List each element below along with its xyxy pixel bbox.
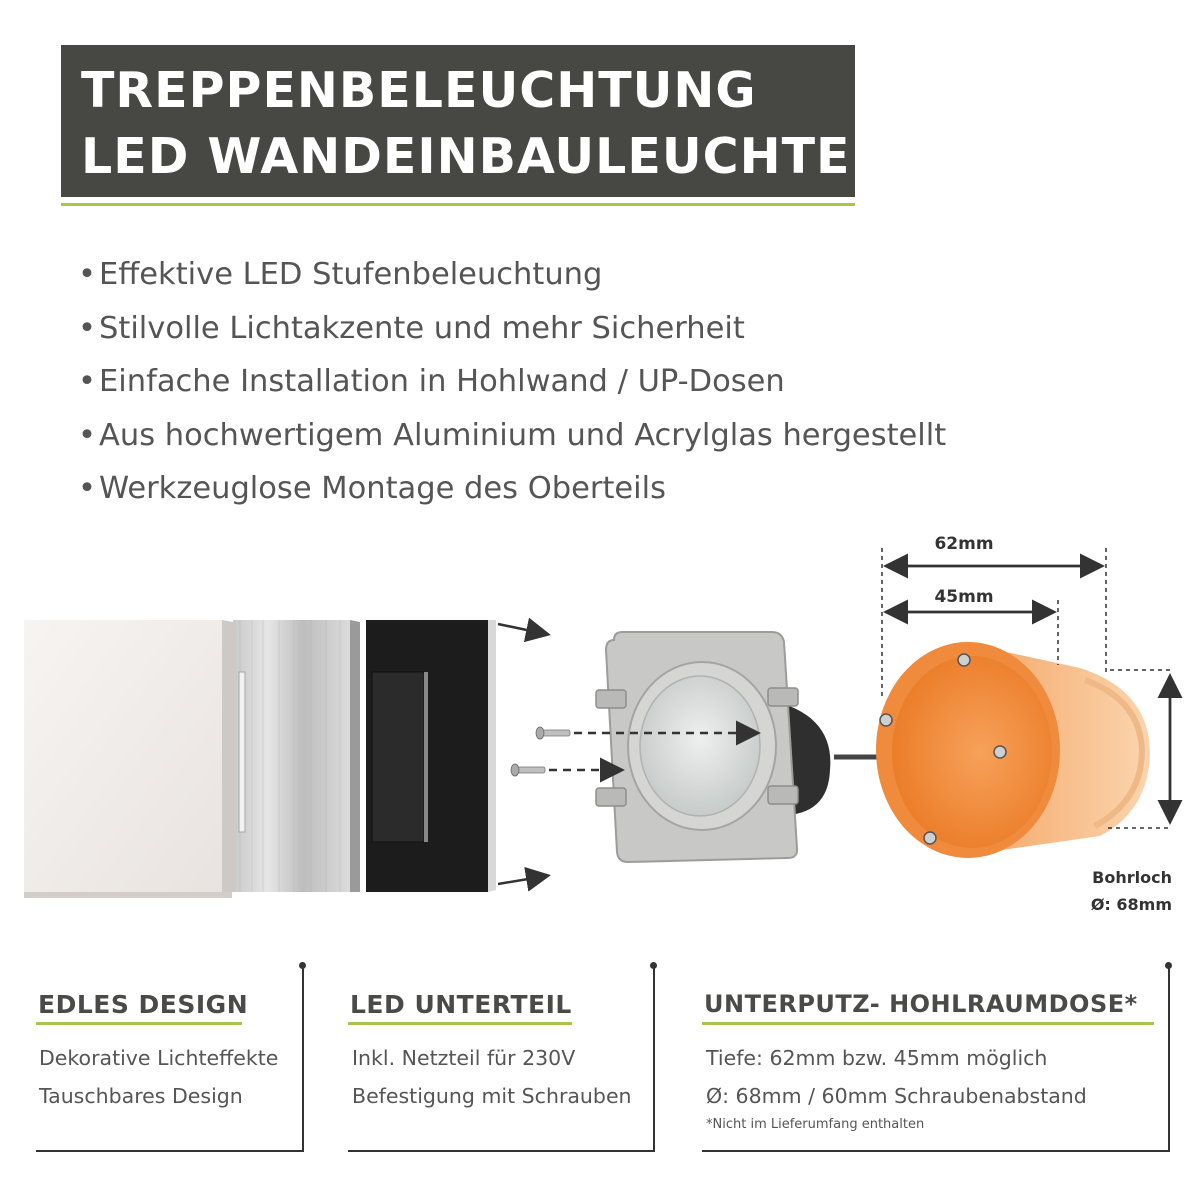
column-title-led: LED UNTERTEIL xyxy=(350,990,572,1019)
frame-horizontal xyxy=(702,1150,1170,1152)
bullet-dot: • xyxy=(78,417,96,453)
column-text-box-2: Ø: 68mm / 60mm Schraubenabstand xyxy=(706,1084,1087,1108)
title-underline xyxy=(61,203,855,206)
column-text-led-1: Inkl. Netzteil für 230V xyxy=(352,1046,576,1070)
bullet-dot: • xyxy=(78,364,96,399)
bullet-dot: • xyxy=(78,310,96,346)
feature-text: Einfache Installation in Hohlwand / UP-Dosen xyxy=(99,364,785,399)
flush-mount-box xyxy=(876,642,1150,858)
dim-label-45mm: 45mm xyxy=(934,587,994,607)
product-illustration xyxy=(0,520,1200,940)
cover-plates-group xyxy=(24,620,496,898)
feature-text: Stilvolle Lichtakzente und mehr Sicherheit xyxy=(99,310,745,346)
column-title-design: EDLES DESIGN xyxy=(38,990,249,1019)
black-cover-plate xyxy=(366,620,496,892)
arrow-plates-bottom xyxy=(498,876,546,884)
feature-text: Werkzeuglose Montage des Oberteils xyxy=(99,471,667,506)
column-text-led-2: Befestigung mit Schrauben xyxy=(352,1084,632,1108)
feature-text: Aus hochwertigem Aluminium und Acrylglas hergestellt xyxy=(99,417,947,453)
column-text-design-2: Tauschbares Design xyxy=(39,1084,243,1108)
frame-vertical xyxy=(653,965,655,1151)
column-title-box: UNTERPUTZ- HOHLRAUMDOSE* xyxy=(704,990,1138,1018)
frame-vertical xyxy=(302,965,304,1151)
arrow-plates-top xyxy=(498,624,546,634)
frame-horizontal xyxy=(36,1150,304,1152)
column-note-box: *Nicht im Lieferumfang enthalten xyxy=(706,1117,925,1132)
column-underline-led xyxy=(348,1022,572,1025)
column-text-box-1: Tiefe: 62mm bzw. 45mm möglich xyxy=(706,1046,1048,1070)
frame-horizontal xyxy=(348,1150,655,1152)
feature-item xyxy=(78,362,946,416)
bullet-dot: • xyxy=(78,471,96,506)
title-box xyxy=(61,45,855,197)
title-line-2: LED WANDEINBAULEUCHTE xyxy=(81,128,851,185)
column-text-design-1: Dekorative Lichteffekte xyxy=(39,1046,279,1070)
bohrloch-value: Ø: 68mm xyxy=(1090,895,1172,914)
feature-item xyxy=(78,255,946,309)
feature-list xyxy=(78,255,946,523)
feature-text: Effektive LED Stufenbeleuchtung xyxy=(99,257,603,292)
feature-item xyxy=(78,309,946,363)
bohrloch-label: Bohrloch xyxy=(1092,868,1172,887)
led-base-module xyxy=(596,632,830,862)
bullet-dot: • xyxy=(78,257,96,292)
screw-bottom xyxy=(511,764,545,776)
screw-top xyxy=(536,727,570,739)
column-underline-design xyxy=(36,1022,242,1025)
feature-item xyxy=(78,469,946,523)
feature-item xyxy=(78,416,946,470)
title-line-1: TREPPENBELEUCHTUNG xyxy=(81,62,757,119)
dim-label-62mm: 62mm xyxy=(934,534,994,554)
column-underline-box xyxy=(702,1022,1154,1025)
aluminium-cover-plate xyxy=(233,620,360,892)
frame-vertical xyxy=(1168,965,1170,1151)
white-cover-plate xyxy=(24,620,233,898)
